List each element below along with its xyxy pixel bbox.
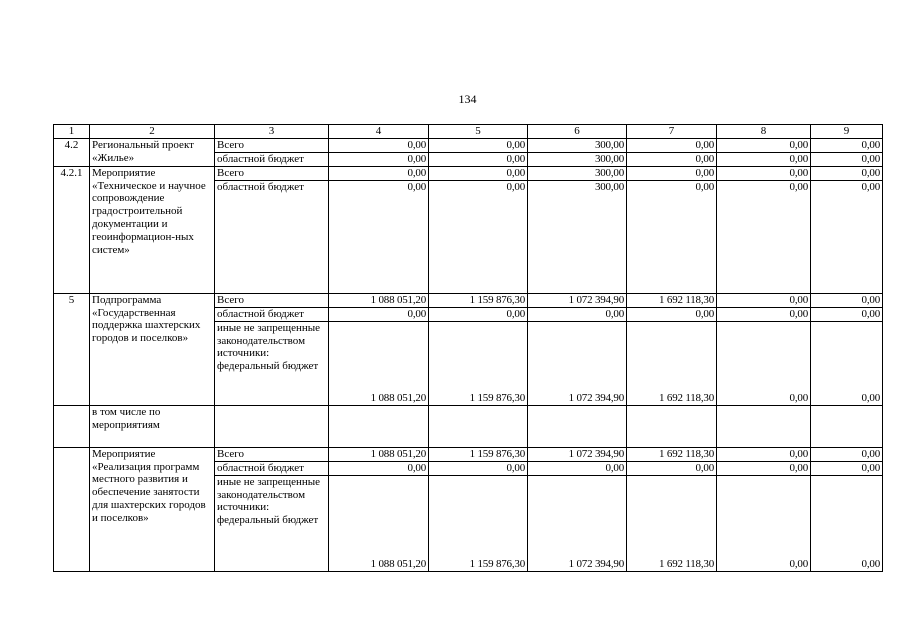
value-cell: 0,00 [429, 461, 528, 475]
value-cell: 0,00 [717, 475, 811, 571]
value-cell: 0,00 [627, 307, 717, 321]
source-label: Всего [215, 166, 329, 180]
value-cell: 0,00 [627, 138, 717, 152]
row-number: 4.2.1 [54, 166, 90, 293]
value-cell: 1 072 394,90 [528, 321, 627, 405]
empty-cell [215, 405, 329, 447]
value-cell: 1 088 051,20 [329, 321, 429, 405]
value-cell: 0,00 [811, 447, 883, 461]
value-cell: 1 088 051,20 [329, 475, 429, 571]
value-cell: 0,00 [429, 138, 528, 152]
row-name: Подпрограмма «Государственная поддержка шахтерских городов и поселков» [90, 293, 215, 405]
table-row [54, 447, 883, 461]
value-cell: 0,00 [329, 461, 429, 475]
value-cell: 0,00 [811, 166, 883, 180]
header-cell: 7 [627, 125, 717, 139]
header-cell: 1 [54, 125, 90, 139]
source-label: областной бюджет [215, 152, 329, 166]
value-cell: 300,00 [528, 152, 627, 166]
value-cell: 0,00 [717, 152, 811, 166]
value-cell: 1 159 876,30 [429, 475, 528, 571]
value-cell: 1 088 051,20 [329, 447, 429, 461]
value-cell: 300,00 [528, 138, 627, 152]
value-cell: 0,00 [429, 152, 528, 166]
value-cell: 0,00 [627, 152, 717, 166]
value-cell: 0,00 [811, 475, 883, 571]
header-cell: 6 [528, 125, 627, 139]
header-cell: 3 [215, 125, 329, 139]
value-cell: 0,00 [811, 461, 883, 475]
value-cell: 0,00 [811, 307, 883, 321]
value-cell: 0,00 [528, 307, 627, 321]
empty-cell [717, 405, 811, 447]
value-cell: 0,00 [717, 180, 811, 293]
empty-cell [627, 405, 717, 447]
table-row [54, 405, 883, 447]
value-cell: 0,00 [627, 180, 717, 293]
value-cell: 0,00 [717, 321, 811, 405]
empty-cell [528, 405, 627, 447]
source-label: Всего [215, 138, 329, 152]
row-number [54, 447, 90, 571]
table-row [54, 293, 883, 307]
source-label: областной бюджет [215, 180, 329, 293]
value-cell: 0,00 [811, 293, 883, 307]
header-row [54, 125, 883, 139]
value-cell: 1 072 394,90 [528, 475, 627, 571]
value-cell: 0,00 [429, 180, 528, 293]
value-cell: 0,00 [811, 138, 883, 152]
row-number: 4.2 [54, 138, 90, 166]
source-label: областной бюджет [215, 461, 329, 475]
header-cell: 8 [717, 125, 811, 139]
value-cell: 0,00 [528, 461, 627, 475]
value-cell: 1 072 394,90 [528, 447, 627, 461]
row-name: в том числе по мероприятиям [90, 405, 215, 447]
value-cell: 0,00 [717, 293, 811, 307]
value-cell: 0,00 [717, 461, 811, 475]
value-cell: 0,00 [329, 307, 429, 321]
value-cell: 0,00 [811, 321, 883, 405]
header-cell: 4 [329, 125, 429, 139]
empty-cell [811, 405, 883, 447]
table-row [54, 166, 883, 180]
empty-cell [329, 405, 429, 447]
value-cell: 1 159 876,30 [429, 293, 528, 307]
empty-cell [429, 405, 528, 447]
value-cell: 0,00 [429, 307, 528, 321]
row-name: Мероприятие «Реализация программ местного развития и обеспечение занятости для шахтерских городов и поселков» [90, 447, 215, 571]
row-number: 5 [54, 293, 90, 405]
value-cell: 300,00 [528, 180, 627, 293]
value-cell: 1 692 118,30 [627, 293, 717, 307]
header-cell: 9 [811, 125, 883, 139]
value-cell: 0,00 [329, 180, 429, 293]
source-label: Всего [215, 447, 329, 461]
value-cell: 1 159 876,30 [429, 447, 528, 461]
value-cell: 300,00 [528, 166, 627, 180]
value-cell: 0,00 [627, 461, 717, 475]
value-cell: 1 088 051,20 [329, 293, 429, 307]
value-cell: 1 692 118,30 [627, 447, 717, 461]
value-cell: 0,00 [717, 166, 811, 180]
value-cell: 0,00 [429, 166, 528, 180]
budget-table [53, 124, 883, 572]
value-cell: 0,00 [811, 152, 883, 166]
value-cell: 1 692 118,30 [627, 475, 717, 571]
row-name: Мероприятие «Техническое и научное сопровождение градостроительной документации и геоинформацион-ных систем» [90, 166, 215, 293]
value-cell: 0,00 [811, 180, 883, 293]
header-cell: 5 [429, 125, 528, 139]
value-cell: 1 692 118,30 [627, 321, 717, 405]
table-row [54, 138, 883, 152]
row-name: Региональный проект «Жилье» [90, 138, 215, 166]
source-label: иные не запрещенные законодательством источники: федеральный бюджет [215, 475, 329, 571]
page-number: 134 [458, 92, 477, 106]
value-cell: 0,00 [329, 152, 429, 166]
value-cell: 1 072 394,90 [528, 293, 627, 307]
empty-cell [54, 405, 90, 447]
value-cell: 0,00 [717, 138, 811, 152]
value-cell: 0,00 [717, 307, 811, 321]
source-label: областной бюджет [215, 307, 329, 321]
header-cell: 2 [90, 125, 215, 139]
source-label: Всего [215, 293, 329, 307]
value-cell: 0,00 [329, 166, 429, 180]
value-cell: 0,00 [627, 166, 717, 180]
value-cell: 0,00 [717, 447, 811, 461]
source-label: иные не запрещенные законодательством источники: федеральный бюджет [215, 321, 329, 405]
value-cell: 0,00 [329, 138, 429, 152]
value-cell: 1 159 876,30 [429, 321, 528, 405]
